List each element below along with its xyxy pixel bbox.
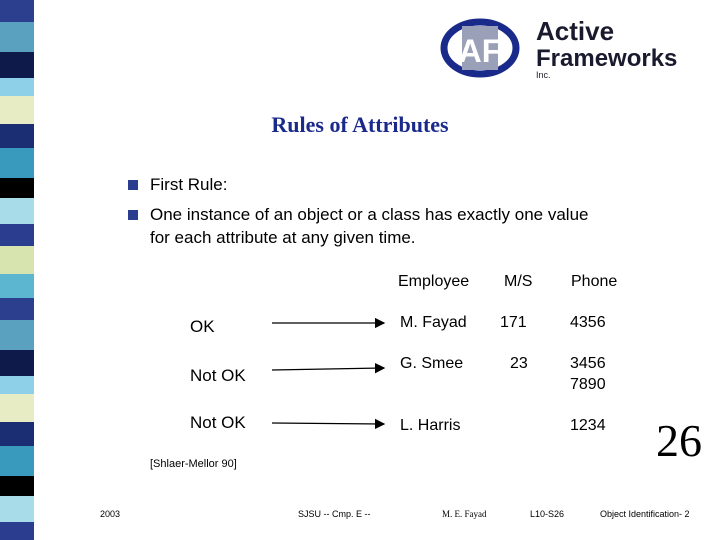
row-label-not-ok-2: Not OK bbox=[190, 413, 246, 432]
footer-lecture: L10-S26 bbox=[530, 509, 565, 519]
cell-ms-2: 23 bbox=[510, 355, 528, 372]
logo-suffix: Inc. bbox=[536, 70, 551, 80]
cell-phone-3: 1234 bbox=[570, 417, 606, 434]
arrow-row-3 bbox=[272, 423, 384, 424]
logo-line2: Frameworks bbox=[536, 45, 678, 72]
cell-phone-2b: 7890 bbox=[570, 376, 606, 393]
logo-mark: AF bbox=[458, 33, 502, 69]
slide-title: Rules of Attributes bbox=[271, 112, 449, 137]
row-label-not-ok: Not OK bbox=[190, 366, 246, 385]
cell-ms-1: 171 bbox=[500, 314, 527, 331]
reference-citation: [Shlaer-Mellor 90] bbox=[150, 458, 237, 470]
cell-employee-2: G. Smee bbox=[400, 355, 464, 372]
slide-number: 26 bbox=[656, 415, 702, 466]
footer-year: 2003 bbox=[100, 509, 121, 519]
footer-topic: Object Identification- 2 bbox=[600, 509, 690, 519]
header-employee: Employee bbox=[398, 273, 470, 290]
bullet-one-instance: One instance of an object or a class has exactly one value bbox=[150, 205, 589, 224]
cell-phone-2: 3456 bbox=[570, 355, 606, 372]
arrow-row-2 bbox=[272, 368, 384, 370]
bullet-first-rule: First Rule: bbox=[150, 175, 228, 194]
row-label-ok: OK bbox=[190, 317, 215, 336]
footer-author: M. E. Fayad bbox=[442, 509, 487, 519]
footer-course: SJSU -- Cmp. E -- bbox=[298, 509, 371, 519]
logo-line1: Active bbox=[536, 16, 615, 46]
cell-employee-1: M. Fayad bbox=[400, 314, 467, 331]
header-ms: M/S bbox=[504, 273, 533, 290]
cell-phone-1: 4356 bbox=[570, 314, 606, 331]
bullet-one-instance-cont: for each attribute at any given time. bbox=[150, 228, 416, 247]
cell-employee-3: L. Harris bbox=[400, 417, 461, 434]
header-phone: Phone bbox=[571, 273, 618, 290]
